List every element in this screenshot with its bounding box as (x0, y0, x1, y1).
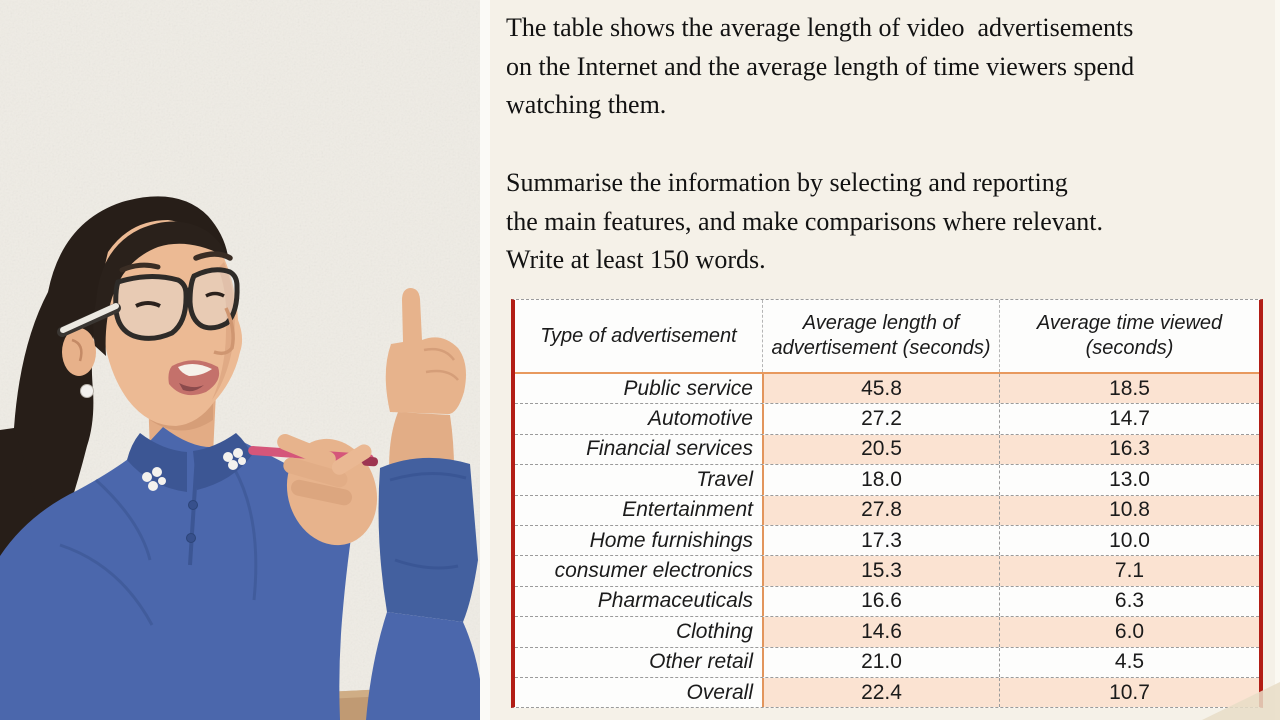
row-label: Overall (686, 680, 753, 704)
table-row (515, 677, 1259, 707)
table-row (515, 647, 1259, 677)
value-length: 14.6 (762, 617, 999, 646)
row-label: Pharmaceuticals (597, 589, 753, 613)
table-header-row (515, 300, 1259, 374)
value-viewed: 10.7 (999, 678, 1259, 707)
value-viewed: 6.3 (999, 587, 1259, 616)
value-viewed: 7.1 (999, 556, 1259, 585)
table-row (515, 555, 1259, 585)
row-label: Financial services (586, 437, 753, 461)
row-label: Other retail (649, 650, 753, 674)
header-cell-length: Average length of advertisement (seconds) (762, 300, 999, 372)
instruction-line: the main features, and make comparisons where relevant. (506, 206, 1104, 236)
instruction-line: Summarise the information by selecting and reporting (506, 168, 1068, 197)
presenter-illustration (0, 0, 490, 720)
table-row (515, 586, 1259, 616)
header-cell-type: Type of advertisement (540, 324, 737, 347)
row-label: consumer electronics (554, 559, 753, 583)
value-length: 27.2 (762, 404, 999, 433)
earring (81, 385, 94, 398)
value-length: 18.0 (762, 465, 999, 494)
value-length: 27.8 (762, 496, 999, 525)
header-cell-viewed: Average time viewed (seconds) (999, 300, 1259, 372)
row-label: Public service (623, 376, 753, 400)
value-length: 45.8 (762, 374, 999, 403)
value-viewed: 18.5 (999, 374, 1259, 403)
value-length: 15.3 (762, 556, 999, 585)
photo-edge-strip (480, 0, 490, 720)
table-row (515, 403, 1259, 433)
value-length: 20.5 (762, 435, 999, 464)
table-row (515, 525, 1259, 555)
value-length: 17.3 (762, 526, 999, 555)
table-row (515, 616, 1259, 646)
value-length: 21.0 (762, 648, 999, 677)
presenter-photo (0, 0, 490, 720)
task-instructions (506, 164, 1103, 280)
table-row (515, 464, 1259, 494)
panel-right-edge (1275, 0, 1280, 720)
table-row (515, 434, 1259, 464)
row-label: Entertainment (622, 498, 753, 522)
row-label: Home furnishings (589, 528, 753, 552)
value-viewed: 13.0 (999, 465, 1259, 494)
table-row (515, 374, 1259, 403)
sleeve-cuff (379, 458, 478, 622)
task-intro (506, 9, 1134, 125)
value-viewed: 10.8 (999, 496, 1259, 525)
row-label: Travel (696, 467, 753, 491)
intro-line: watching them. (506, 90, 667, 120)
value-viewed: 10.0 (999, 526, 1259, 555)
table-row (515, 495, 1259, 525)
value-viewed: 4.5 (999, 648, 1259, 677)
intro-line: The table shows the average length of video advertisements (506, 13, 1134, 42)
value-length: 16.6 (762, 587, 999, 616)
instruction-line: Write at least 150 words. (506, 245, 766, 275)
value-viewed: 6.0 (999, 617, 1259, 646)
intro-line: on the Internet and the average length of time viewers spend (506, 51, 1135, 81)
row-label: Automotive (647, 407, 753, 431)
task-panel (490, 0, 1280, 720)
value-viewed: 16.3 (999, 435, 1259, 464)
ad-table (511, 299, 1263, 708)
value-viewed: 14.7 (999, 404, 1259, 433)
row-label: Clothing (675, 619, 753, 643)
value-length: 22.4 (762, 678, 999, 707)
